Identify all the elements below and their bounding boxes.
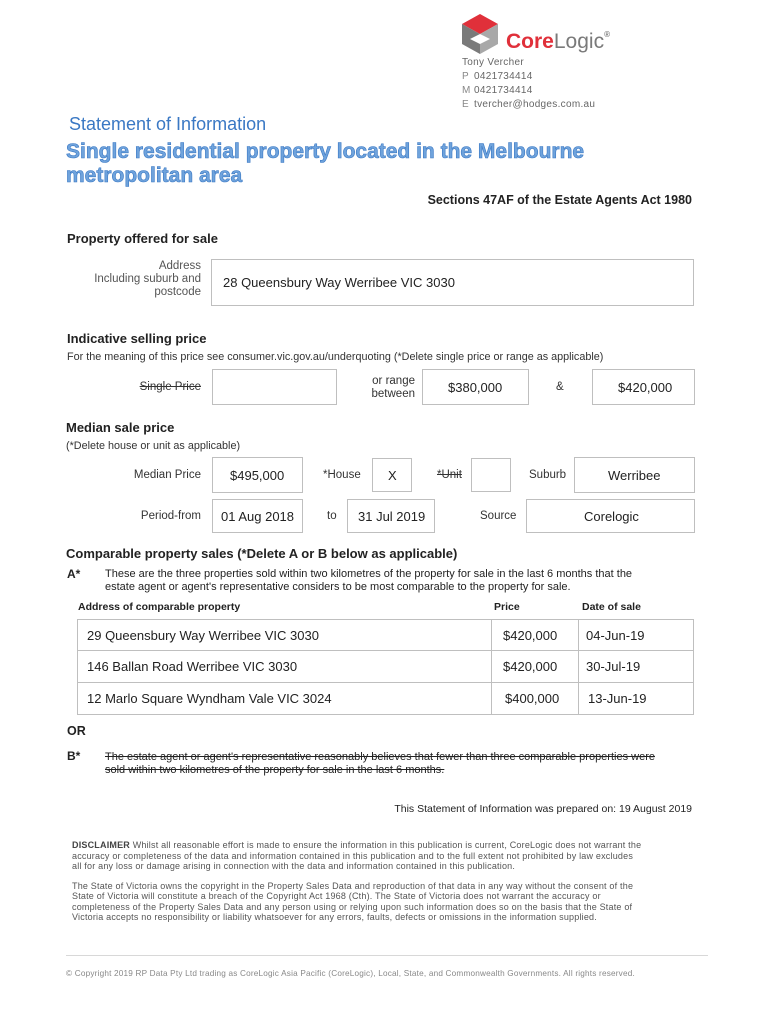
option-a-text-line2: estate agent or agent's representative considers to be most comparable to the property for sale. <box>105 581 571 593</box>
corelogic-logo <box>458 12 628 62</box>
suburb-field[interactable] <box>574 457 695 493</box>
table-row-1-address: 29 Queensbury Way Werribee VIC 3030 <box>87 628 319 643</box>
disclaimer-line3: all for any loss or damage arising in connection with the data and information contained in this publication. <box>72 861 516 871</box>
address-value: 28 Queensbury Way Werribee VIC 3030 <box>223 275 455 290</box>
period-to-value: 31 Jul 2019 <box>358 509 426 524</box>
house-mark: X <box>388 468 397 483</box>
mobile-key: M <box>462 85 471 96</box>
document-title-line2: metropolitan area <box>66 164 243 187</box>
period-from-label: Period-from <box>140 510 201 522</box>
suburb-value: Werribee <box>608 468 661 483</box>
range-ampersand: & <box>556 381 564 393</box>
option-a-text-line1: These are the three properties sold within two kilometres of the property for sale in the last 6 months that the <box>105 568 633 580</box>
option-b-text-line2: sold within two kilometres of the property for sale in the last 6 months. <box>105 764 445 776</box>
table-row-1-date: 04-Jun-19 <box>586 628 645 643</box>
source-label: Source <box>480 510 517 522</box>
single-price-field[interactable] <box>212 369 337 405</box>
copyright-line2: State of Victoria will constitute a breach of the Copyright Act 1968 (Cth). The State of Victoria does not warrant the accuracy or <box>72 891 601 901</box>
median-price-value: $495,000 <box>230 468 285 483</box>
range-low-field[interactable] <box>422 369 529 405</box>
house-label: *House <box>323 469 361 481</box>
address-label-line1: Address <box>158 260 201 272</box>
range-label-line2: between <box>371 388 415 400</box>
table-row-3-address: 12 Marlo Square Wyndham Vale VIC 3024 <box>87 691 332 706</box>
agent-email: tvercher@hodges.com.au <box>474 99 596 110</box>
copyright-line1: The State of Victoria owns the copyright in the Property Sales Data and reproduction of that data in any way without the consent of the <box>72 880 634 891</box>
median-section-heading: Median sale price <box>66 420 175 435</box>
col-header-date: Date of sale <box>582 601 641 613</box>
act-reference: Sections 47AF of the Estate Agents Act 1980 <box>427 193 692 207</box>
table-row-2-date: 30-Jul-19 <box>586 659 641 674</box>
house-checkbox[interactable] <box>372 458 412 492</box>
range-label-line1: or range <box>372 375 415 387</box>
option-b-text-line1: The estate agent or agent's representative reasonably believes that fewer than three comparable properties were <box>105 751 655 763</box>
copyright-line4: Victoria accepts no responsibility or liability whatsoever for any errors, faults, defects or omissions in the information supplied. <box>72 912 597 922</box>
address-field[interactable] <box>211 259 694 306</box>
median-note: (*Delete house or unit as applicable) <box>66 440 241 452</box>
option-b-mark: B* <box>67 749 81 763</box>
option-b-text <box>105 751 655 777</box>
median-price-label: Median Price <box>133 469 201 481</box>
comparable-section-heading: Comparable property sales (*Delete A or B below as applicable) <box>66 546 458 561</box>
agent-mobile: 0421734414 <box>474 85 533 96</box>
logo-tm: ® <box>604 30 610 39</box>
footer-copyright: © Copyright 2019 RP Data Pty Ltd trading as CoreLogic Asia Pacific (CoreLogic), Local, State, and Commonwealth Governments. All rights reserved. <box>66 969 635 978</box>
median-price-field[interactable] <box>212 457 303 493</box>
option-a-mark: A* <box>67 567 81 581</box>
disclaimer <box>72 840 702 923</box>
period-to-field[interactable] <box>347 499 435 533</box>
table-row-1-price: $420,000 <box>503 628 558 643</box>
period-to-label: to <box>327 510 337 522</box>
table-row-2-address: 146 Ballan Road Werribee VIC 3030 <box>87 659 298 674</box>
document-title-line1: Single residential property located in the Melbourne <box>66 140 585 163</box>
table-divider-1 <box>77 650 694 651</box>
or-separator: OR <box>67 724 86 738</box>
unit-checkbox[interactable] <box>471 458 511 492</box>
email-key: E <box>462 99 469 110</box>
table-col-divider-2 <box>578 619 579 715</box>
address-label <box>80 260 201 299</box>
phone-key: P <box>462 71 469 82</box>
corelogic-logo-icon <box>458 12 502 56</box>
range-low-value: $380,000 <box>448 380 503 395</box>
col-header-address: Address of comparable property <box>78 601 241 613</box>
agent-phone: 0421734414 <box>474 71 533 82</box>
copyright-line3: completeness of the Property Sales Data and any person using or relying upon such information does so on the basis that the State of <box>72 901 633 912</box>
range-label <box>345 375 415 401</box>
unit-label: *Unit <box>437 469 462 481</box>
logo-logic-text: Logic <box>553 30 605 53</box>
disclaimer-heading: DISCLAIMER <box>72 840 130 850</box>
table-divider-2 <box>77 682 694 683</box>
range-high-field[interactable] <box>592 369 695 405</box>
footer-divider <box>66 955 708 956</box>
col-header-price: Price <box>494 601 520 613</box>
address-label-line2: Including suburb and <box>94 273 201 285</box>
address-label-line3: postcode <box>154 286 201 298</box>
agent-contact <box>462 56 595 112</box>
logo-core-text: Core <box>506 30 554 53</box>
suburb-label: Suburb <box>529 469 567 481</box>
single-price-label: Single Price <box>139 381 201 393</box>
option-a-text <box>105 568 632 594</box>
page-heading: Statement of Information <box>69 114 267 134</box>
indicative-note: For the meaning of this price see consumer.vic.gov.au/underquoting (*Delete single price or range as applicable) <box>67 351 604 363</box>
indicative-section-heading: Indicative selling price <box>67 331 207 346</box>
agent-name: Tony Vercher <box>462 57 524 68</box>
source-value: Corelogic <box>584 509 639 524</box>
table-row-3-price: $400,000 <box>505 691 560 706</box>
range-high-value: $420,000 <box>618 380 673 395</box>
period-from-field[interactable] <box>212 499 303 533</box>
period-from-value: 01 Aug 2018 <box>221 509 295 524</box>
table-row-3-date: 13-Jun-19 <box>588 691 647 706</box>
disclaimer-line1: Whilst all reasonable effort is made to ensure the information in this publication is current, CoreLogic does not warrant the <box>132 840 642 850</box>
property-section-heading: Property offered for sale <box>67 231 218 246</box>
prepared-date: This Statement of Information was prepared on: 19 August 2019 <box>394 803 692 815</box>
table-row-2-price: $420,000 <box>503 659 558 674</box>
disclaimer-line2: accuracy or completeness of the data and information contained in this publication and to the full extent not prohibited by law excludes <box>72 850 634 861</box>
table-col-divider-1 <box>491 619 492 715</box>
source-field[interactable] <box>526 499 695 533</box>
